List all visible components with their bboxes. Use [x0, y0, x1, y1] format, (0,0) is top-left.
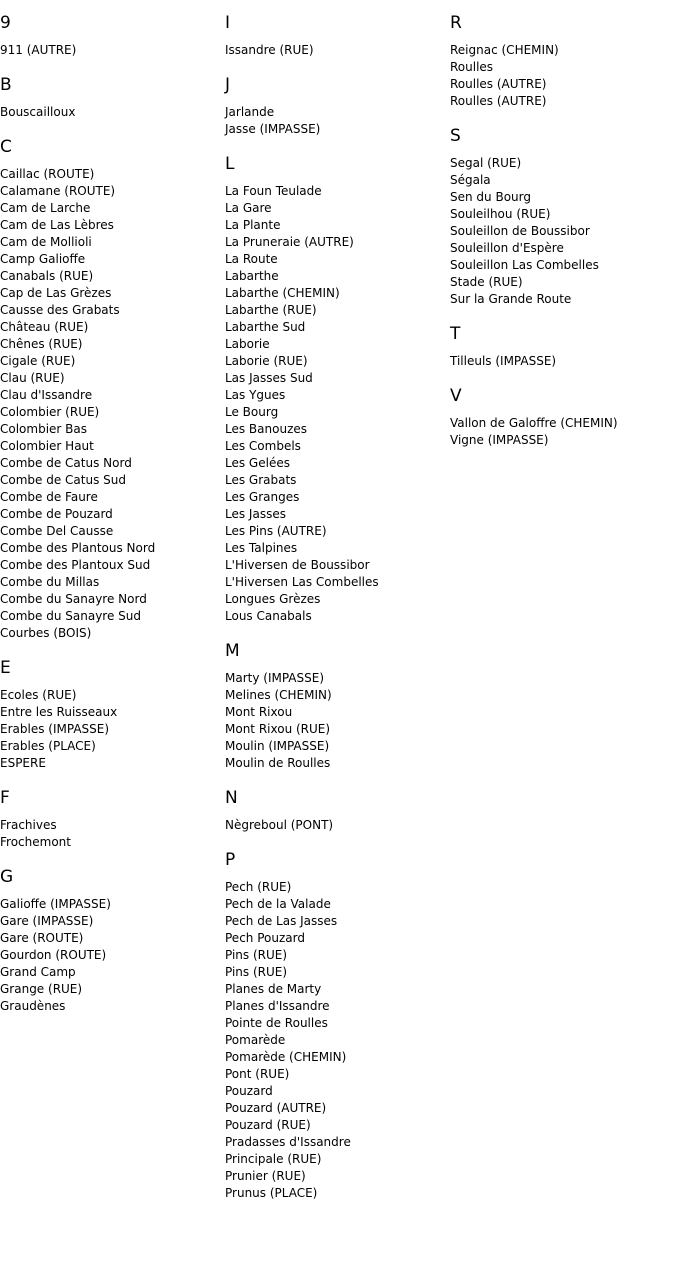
street-list-item — [0, 455, 225, 472]
letter-heading: R — [450, 13, 462, 33]
street-index-column-3 — [450, 0, 675, 449]
street-link[interactable]: Pont (RUE) — [225, 1067, 290, 1081]
street-link[interactable]: Sur la Grande Route — [450, 292, 572, 306]
street-link[interactable]: Issandre (RUE) — [225, 43, 314, 57]
street-link[interactable]: Les Granges — [225, 490, 300, 504]
letter-section — [0, 62, 225, 121]
street-list-item — [225, 489, 450, 506]
letter-section — [225, 141, 450, 625]
street-list — [450, 345, 675, 370]
street-list-item — [450, 59, 675, 76]
street-list-item — [225, 319, 450, 336]
street-list — [450, 34, 675, 110]
street-link[interactable]: Colombier (RUE) — [0, 405, 100, 419]
street-list-item — [225, 302, 450, 319]
street-list-item — [225, 998, 450, 1015]
street-link[interactable]: Pech Pouzard — [225, 931, 305, 945]
letter-section — [450, 373, 675, 449]
street-link[interactable]: Courbes (BOIS) — [0, 626, 92, 640]
street-list-item — [225, 1049, 450, 1066]
street-list-item — [225, 574, 450, 591]
street-link[interactable]: Vigne (IMPASSE) — [450, 433, 549, 447]
street-list-item — [0, 755, 225, 772]
street-list — [450, 407, 675, 449]
street-link[interactable]: La Foun Teulade — [225, 184, 322, 198]
street-link[interactable]: Pech de Las Jasses — [225, 914, 338, 928]
street-list-item — [225, 755, 450, 772]
letter-section — [450, 0, 675, 110]
street-list-item — [225, 251, 450, 268]
street-list — [0, 158, 225, 642]
street-link[interactable]: Mont Rixou — [225, 705, 293, 719]
street-link[interactable]: Clau d'Issandre — [0, 388, 93, 402]
street-link[interactable]: Cam de Las Lèbres — [0, 218, 114, 232]
letter-section — [0, 124, 225, 642]
street-link[interactable]: Las Ygues — [225, 388, 286, 402]
letter-heading: B — [0, 75, 12, 95]
street-link[interactable]: Les Talpines — [225, 541, 298, 555]
street-link[interactable]: Pouzard (AUTRE) — [225, 1101, 327, 1115]
street-list-item — [225, 217, 450, 234]
street-list-item — [0, 285, 225, 302]
street-list-item — [225, 913, 450, 930]
street-link[interactable]: Moulin (IMPASSE) — [225, 739, 330, 753]
street-list-item — [225, 1100, 450, 1117]
street-link[interactable]: Prunier (RUE) — [225, 1169, 306, 1183]
street-list-item — [0, 489, 225, 506]
street-list-item — [225, 455, 450, 472]
street-link[interactable]: La Gare — [225, 201, 272, 215]
street-list-item — [225, 1168, 450, 1185]
street-list-item — [0, 896, 225, 913]
street-list-item — [225, 896, 450, 913]
street-list-item — [0, 387, 225, 404]
street-index-column-1 — [0, 0, 225, 1015]
street-link[interactable]: Souleillon d'Espère — [450, 241, 564, 255]
street-link[interactable]: Combe du Sanayre Sud — [0, 609, 141, 623]
street-list-item — [0, 319, 225, 336]
street-link[interactable]: Les Combels — [225, 439, 301, 453]
street-link[interactable]: Souleillon Las Combelles — [450, 258, 599, 272]
street-list-item — [225, 540, 450, 557]
letter-heading: E — [0, 658, 11, 678]
street-link[interactable]: Marty (IMPASSE) — [225, 671, 325, 685]
street-list-item — [0, 104, 225, 121]
street-link[interactable]: Stade (RUE) — [450, 275, 523, 289]
street-link[interactable]: Planes d'Issandre — [225, 999, 330, 1013]
street-list-item — [0, 166, 225, 183]
street-link[interactable]: Les Grabats — [225, 473, 297, 487]
street-list-item — [0, 930, 225, 947]
street-link[interactable]: Causse des Grabats — [0, 303, 120, 317]
street-list-item — [450, 432, 675, 449]
letter-heading: T — [450, 324, 461, 344]
street-list-item — [225, 557, 450, 574]
street-list-item — [225, 687, 450, 704]
street-list — [225, 96, 450, 138]
street-link[interactable]: Cap de Las Grèzes — [0, 286, 112, 300]
street-list-item — [0, 557, 225, 574]
street-list-item — [0, 370, 225, 387]
letter-section — [450, 113, 675, 308]
street-list-item — [0, 438, 225, 455]
street-link[interactable]: Sen du Bourg — [450, 190, 531, 204]
street-list-item — [0, 964, 225, 981]
street-link[interactable]: Le Bourg — [225, 405, 279, 419]
street-list-item — [450, 240, 675, 257]
street-list-item — [0, 913, 225, 930]
street-link[interactable]: L'Hiversen de Boussibor — [225, 558, 370, 572]
street-list — [0, 34, 225, 59]
street-link[interactable]: Pins (RUE) — [225, 965, 288, 979]
street-list-item — [225, 1117, 450, 1134]
street-link[interactable]: Nègreboul (PONT) — [225, 818, 334, 832]
street-list-item — [0, 998, 225, 1015]
street-link[interactable]: Canabals (RUE) — [0, 269, 94, 283]
letter-heading: I — [225, 13, 231, 33]
street-list-item — [225, 930, 450, 947]
street-link[interactable]: Reignac (CHEMIN) — [450, 43, 559, 57]
street-link[interactable]: Roulles (AUTRE) — [450, 77, 547, 91]
street-link[interactable]: Pins (RUE) — [225, 948, 288, 962]
street-link[interactable]: Calamane (ROUTE) — [0, 184, 116, 198]
street-link[interactable]: Les Gelées — [225, 456, 290, 470]
street-link[interactable]: Caillac (ROUTE) — [0, 167, 95, 181]
street-list-item — [225, 608, 450, 625]
street-link[interactable]: Bouscailloux — [0, 105, 76, 119]
street-list — [225, 34, 450, 59]
letter-section — [225, 0, 450, 59]
letter-heading: N — [225, 788, 238, 808]
street-link[interactable]: Combe Del Causse — [0, 524, 114, 538]
street-list-item — [450, 76, 675, 93]
street-list-item — [0, 42, 225, 59]
street-list-item — [225, 200, 450, 217]
street-link[interactable]: Combe des Plantous Nord — [0, 541, 156, 555]
street-link[interactable]: Pech (RUE) — [225, 880, 292, 894]
street-list — [225, 175, 450, 625]
street-link[interactable]: Cigale (RUE) — [0, 354, 76, 368]
street-list-item — [450, 274, 675, 291]
street-list-item — [225, 353, 450, 370]
street-link[interactable]: Combe de Catus Nord — [0, 456, 132, 470]
street-link[interactable]: Labarthe — [225, 269, 279, 283]
street-list — [225, 662, 450, 772]
street-link[interactable]: Galioffe (IMPASSE) — [0, 897, 111, 911]
street-list-item — [0, 404, 225, 421]
street-list-item — [0, 687, 225, 704]
street-link[interactable]: Pomarède (CHEMIN) — [225, 1050, 347, 1064]
letter-section — [0, 0, 225, 59]
street-link[interactable]: Cam de Larche — [0, 201, 91, 215]
street-list-item — [0, 472, 225, 489]
street-list-item — [0, 721, 225, 738]
street-link[interactable]: Longues Grèzes — [225, 592, 321, 606]
street-list-item — [450, 257, 675, 274]
street-link[interactable]: Mont Rixou (RUE) — [225, 722, 331, 736]
street-link[interactable]: Combe du Millas — [0, 575, 100, 589]
street-list — [0, 809, 225, 851]
street-list-item — [0, 608, 225, 625]
letter-section — [225, 62, 450, 138]
street-list-item — [225, 438, 450, 455]
street-link[interactable]: Segal (RUE) — [450, 156, 522, 170]
street-link[interactable]: Colombier Bas — [0, 422, 88, 436]
street-list-item — [225, 1066, 450, 1083]
street-link[interactable]: Chênes (RUE) — [0, 337, 83, 351]
letter-heading: M — [225, 641, 240, 661]
street-list-item — [225, 1134, 450, 1151]
street-link[interactable]: Pouzard (RUE) — [225, 1118, 311, 1132]
letter-heading: P — [225, 850, 236, 870]
street-link[interactable]: Prunus (PLACE) — [225, 1186, 318, 1200]
letter-heading: C — [0, 137, 12, 157]
street-link[interactable]: Labarthe (RUE) — [225, 303, 317, 317]
street-list-item — [225, 738, 450, 755]
street-list-item — [0, 353, 225, 370]
letter-heading: J — [225, 75, 231, 95]
street-list-item — [225, 506, 450, 523]
street-list-item — [225, 1151, 450, 1168]
street-link[interactable]: Pointe de Roulles — [225, 1016, 328, 1030]
street-list-item — [450, 155, 675, 172]
street-link[interactable]: Château (RUE) — [0, 320, 89, 334]
street-list-item — [0, 251, 225, 268]
street-list-item — [0, 834, 225, 851]
street-link[interactable]: Erables (IMPASSE) — [0, 722, 110, 736]
street-link[interactable]: Combe de Faure — [0, 490, 98, 504]
street-link[interactable]: Principale (RUE) — [225, 1152, 322, 1166]
street-list-item — [225, 1185, 450, 1202]
street-list-item — [0, 540, 225, 557]
street-list-item — [0, 217, 225, 234]
letter-heading: 9 — [0, 13, 11, 33]
street-list-item — [225, 523, 450, 540]
street-link[interactable]: Combe des Plantoux Sud — [0, 558, 151, 572]
street-link[interactable]: Grand Camp — [0, 965, 76, 979]
street-link[interactable]: Jasse (IMPASSE) — [225, 122, 321, 136]
street-list-item — [225, 1032, 450, 1049]
street-list-item — [450, 291, 675, 308]
street-list — [450, 147, 675, 308]
letter-section — [0, 775, 225, 851]
street-link[interactable]: Planes de Marty — [225, 982, 322, 996]
letter-section — [225, 628, 450, 772]
letter-heading: V — [450, 386, 462, 406]
street-list-item — [0, 336, 225, 353]
letter-heading: G — [0, 867, 14, 887]
street-link[interactable]: Labarthe (CHEMIN) — [225, 286, 340, 300]
street-list-item — [0, 738, 225, 755]
street-link[interactable]: ESPERE — [0, 756, 46, 770]
street-list-item — [450, 206, 675, 223]
street-link[interactable]: Combe du Sanayre Nord — [0, 592, 147, 606]
street-link[interactable]: Frachives — [0, 818, 57, 832]
street-link[interactable]: Melines (CHEMIN) — [225, 688, 332, 702]
street-link[interactable]: Colombier Haut — [0, 439, 94, 453]
street-link[interactable]: Las Jasses Sud — [225, 371, 313, 385]
street-list-item — [0, 523, 225, 540]
street-link[interactable]: Erables (PLACE) — [0, 739, 96, 753]
letter-heading: L — [225, 154, 235, 174]
street-link[interactable]: Moulin de Roulles — [225, 756, 331, 770]
street-link[interactable]: Les Pins (AUTRE) — [225, 524, 327, 538]
street-list-item — [450, 353, 675, 370]
street-list-item — [0, 183, 225, 200]
street-list-item — [0, 591, 225, 608]
street-link[interactable]: Pech de la Valade — [225, 897, 331, 911]
street-list-item — [225, 104, 450, 121]
street-list-item — [0, 817, 225, 834]
letter-section — [0, 854, 225, 1015]
street-list-item — [225, 336, 450, 353]
street-list-item — [225, 591, 450, 608]
street-list-item — [225, 981, 450, 998]
street-list-item — [450, 93, 675, 110]
street-list-item — [0, 234, 225, 251]
street-list — [225, 871, 450, 1202]
street-link[interactable]: Pradasses d'Issandre — [225, 1135, 351, 1149]
street-link[interactable]: La Route — [225, 252, 278, 266]
street-list-item — [0, 704, 225, 721]
street-list-item — [225, 1015, 450, 1032]
street-link[interactable]: Combe de Catus Sud — [0, 473, 126, 487]
street-list-item — [225, 817, 450, 834]
street-list-item — [225, 404, 450, 421]
street-list-item — [0, 574, 225, 591]
street-link[interactable]: Graudènes — [0, 999, 66, 1013]
street-list — [0, 888, 225, 1015]
street-link[interactable]: Ecoles (RUE) — [0, 688, 77, 702]
street-list-item — [225, 879, 450, 896]
street-link[interactable]: Lous Canabals — [225, 609, 312, 623]
street-list-item — [0, 947, 225, 964]
street-link[interactable]: Camp Galioffe — [0, 252, 86, 266]
street-link[interactable]: Souleillon de Boussibor — [450, 224, 590, 238]
street-list-item — [450, 415, 675, 432]
street-link[interactable]: La Pruneraie (AUTRE) — [225, 235, 354, 249]
street-link[interactable]: Frochemont — [0, 835, 71, 849]
street-list — [225, 809, 450, 834]
street-link[interactable]: Entre les Ruisseaux — [0, 705, 118, 719]
letter-section — [225, 775, 450, 834]
street-list-item — [225, 234, 450, 251]
street-link[interactable]: Souleilhou (RUE) — [450, 207, 551, 221]
letter-section — [450, 311, 675, 370]
street-list-item — [0, 421, 225, 438]
street-list-item — [0, 268, 225, 285]
street-list-item — [450, 223, 675, 240]
street-list-item — [0, 625, 225, 642]
street-link[interactable]: Ségala — [450, 173, 491, 187]
street-link[interactable]: Jarlande — [225, 105, 275, 119]
street-link[interactable]: Tilleuls (IMPASSE) — [450, 354, 557, 368]
street-link[interactable]: 911 (AUTRE) — [0, 43, 77, 57]
street-list-item — [225, 670, 450, 687]
street-link[interactable]: Labarthe Sud — [225, 320, 306, 334]
street-list-item — [450, 189, 675, 206]
street-list-item — [450, 42, 675, 59]
street-list-item — [225, 183, 450, 200]
street-link[interactable]: Les Banouzes — [225, 422, 307, 436]
street-list-item — [0, 302, 225, 319]
letter-heading: S — [450, 126, 461, 146]
street-list-item — [225, 421, 450, 438]
street-link[interactable]: Cam de Mollioli — [0, 235, 92, 249]
letter-section — [225, 837, 450, 1202]
street-list-item — [225, 285, 450, 302]
street-list-item — [450, 172, 675, 189]
street-link[interactable]: Laborie (RUE) — [225, 354, 308, 368]
street-list-item — [225, 268, 450, 285]
street-link[interactable]: Grange (RUE) — [0, 982, 83, 996]
street-list-item — [225, 704, 450, 721]
street-link[interactable]: Clau (RUE) — [0, 371, 65, 385]
street-link[interactable]: L'Hiversen Las Combelles — [225, 575, 379, 589]
street-link[interactable]: Gare (ROUTE) — [0, 931, 84, 945]
street-list-item — [225, 370, 450, 387]
street-list-item — [225, 42, 450, 59]
street-list-item — [225, 964, 450, 981]
street-list-item — [225, 947, 450, 964]
street-list-item — [0, 506, 225, 523]
street-list-item — [225, 121, 450, 138]
street-link[interactable]: Roulles — [450, 60, 494, 74]
street-list-item — [225, 472, 450, 489]
street-link[interactable]: Gourdon (ROUTE) — [0, 948, 107, 962]
street-list-item — [0, 981, 225, 998]
street-link[interactable]: Laborie — [225, 337, 270, 351]
street-link[interactable]: Pouzard — [225, 1084, 273, 1098]
street-link[interactable]: Les Jasses — [225, 507, 286, 521]
street-link[interactable]: Roulles (AUTRE) — [450, 94, 547, 108]
street-list — [0, 96, 225, 121]
street-list-item — [0, 200, 225, 217]
letter-section — [0, 645, 225, 772]
street-link[interactable]: Gare (IMPASSE) — [0, 914, 94, 928]
street-link[interactable]: La Plante — [225, 218, 281, 232]
street-link[interactable]: Vallon de Galoffre (CHEMIN) — [450, 416, 618, 430]
street-list-item — [225, 387, 450, 404]
street-list-item — [225, 721, 450, 738]
street-link[interactable]: Combe de Pouzard — [0, 507, 113, 521]
street-index-column-2 — [225, 0, 450, 1202]
street-list — [0, 679, 225, 772]
street-link[interactable]: Pomarède — [225, 1033, 286, 1047]
street-list-item — [225, 1083, 450, 1100]
letter-heading: F — [0, 788, 10, 808]
